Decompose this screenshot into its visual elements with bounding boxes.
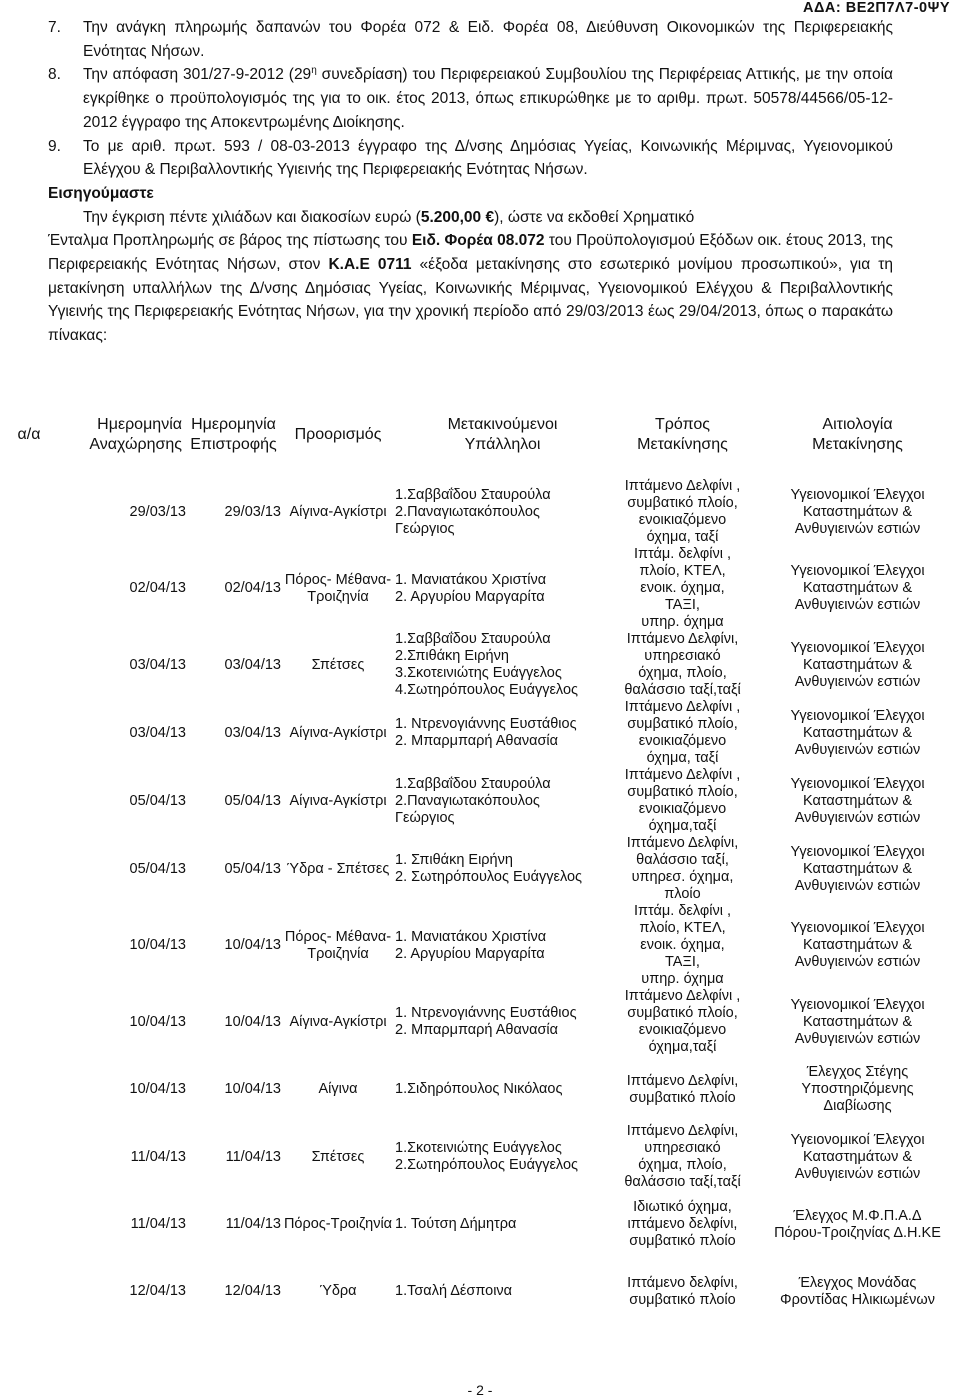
header-reason — [755, 392, 960, 478]
cell-destination-line: Σπέτσες — [311, 656, 365, 673]
cell-index — [0, 699, 58, 767]
cell-reason — [755, 699, 960, 767]
table-row — [0, 988, 960, 1056]
cell-transport-line: θαλάσσιο ταξί, — [636, 852, 729, 868]
item-text: Την ανάγκη πληρωμής δαπανών του Φορέα 072 & Ειδ. Φορέα 08, Διεύθυνση Οικονομικών της Περιφερειακής Ενότητας Νήσων. — [83, 19, 893, 60]
cell-transport-line: υπηρεσιακό — [644, 648, 721, 664]
cell-reason — [755, 1123, 960, 1191]
cell-employees — [395, 699, 610, 767]
cell-destination — [281, 546, 395, 631]
cell-reason-line: Ανθυγιεινών εστιών — [794, 520, 921, 537]
item-text: Το με αριθ. πρωτ. 593 / 08-03-2013 έγγραφο της Δ/νσης Δημόσιας Υγείας, Κοινωνικής Μέριμνας, Υγειονομικού Ελέγχου & Περιβαλλοντικής Υγιεινής της Περιφερειακής Ενότητας Νήσων. — [83, 137, 893, 179]
cell-employees — [395, 1056, 610, 1123]
cell-reason-line: Υγειονομικοί Έλεγχοι — [790, 920, 925, 936]
item-9 — [48, 135, 893, 182]
cell-departure-date: 11/04/13 — [130, 1148, 186, 1165]
cell-employees — [395, 988, 610, 1056]
cell-transport-line: θαλάσσιο ταξί,ταξί — [624, 1174, 741, 1190]
cell-employees-line: 2. Αργυρίου Μαργαρίτα — [395, 588, 545, 605]
cell-reason-line: Ανθυγιεινών εστιών — [794, 1030, 921, 1047]
cell-reason — [755, 631, 960, 699]
cell-transport — [610, 767, 755, 835]
table-row — [0, 1123, 960, 1191]
cell-reason-line: Καταστημάτων & — [802, 580, 913, 596]
header-text: Μετακίνησης — [637, 436, 728, 453]
cell-transport — [610, 631, 755, 699]
budget-code: Ειδ. Φορέα 08.072 — [411, 232, 545, 250]
cell-destination — [281, 903, 395, 988]
cell-reason-line: Υγειονομικοί Έλεγχοι — [790, 996, 925, 1013]
cell-departure-date: 03/04/13 — [129, 724, 186, 741]
cell-index — [0, 1258, 58, 1325]
cell-reason-line: Έλεγχος Στέγης — [806, 1064, 909, 1080]
item-text: Την απόφαση 301/27-9-2012 (29 — [83, 66, 312, 84]
cell-employees-line: 1.Τσαλή Δέσποινα — [395, 1283, 513, 1299]
cell-destination — [281, 631, 395, 699]
cell-transport-line: συμβατικό πλοίο — [629, 1291, 736, 1308]
cell-transport-line: Ιπτάμενο Δελφίνι , — [624, 478, 741, 494]
cell-reason — [755, 767, 960, 835]
cell-employees-line: 2.Σπιθάκη Ειρήνη — [395, 648, 509, 664]
cell-transport-line: ενοικιαζόμενο — [638, 733, 727, 749]
cell-transport-line: θαλάσσιο ταξί,ταξί — [624, 682, 741, 698]
cell-transport — [610, 903, 755, 988]
cell-reason-line: Καταστημάτων & — [802, 1013, 913, 1030]
item-number: 7. — [48, 19, 61, 36]
item-number: 9. — [48, 137, 61, 155]
header-text: Επιστροφής — [190, 436, 277, 453]
cell-return-date: 05/04/13 — [224, 792, 281, 809]
cell-destination-line: Τροιζηνία — [307, 945, 369, 962]
cell-reason-line: Ανθυγιεινών εστιών — [794, 741, 921, 758]
cell-employees — [395, 1191, 610, 1258]
cell-employees — [395, 767, 610, 835]
cell-transport-line: Ιπτάμ. δελφίνι , — [633, 903, 732, 919]
header-text: Μετακινούμενοι — [447, 416, 558, 433]
cell-destination — [281, 988, 395, 1056]
cell-destination-line: Αίγινα-Αγκίστρι — [289, 724, 387, 741]
cell-reason-line: Ανθυγιεινών εστιών — [794, 954, 921, 970]
header-return — [186, 392, 281, 478]
cell-transport-line: ενοικιαζόμενο — [638, 512, 727, 528]
cell-transport — [610, 1258, 755, 1325]
cell-employees-line: 2. Μπαρμπαρή Αθανασία — [395, 733, 559, 749]
cell-transport-line: όχημα,ταξί — [648, 1039, 717, 1055]
cell-destination — [281, 1123, 395, 1191]
cell-employees — [395, 478, 610, 546]
cell-reason-line: Καταστημάτων & — [802, 1148, 913, 1165]
cell-employees-line: Γεώργιος — [395, 809, 455, 826]
cell-reason — [755, 478, 960, 546]
cell-employees-line: 1.Σαββαΐδου Σταυρούλα — [395, 486, 551, 503]
cell-destination — [281, 1258, 395, 1325]
cell-employees-line: 2. Σωτηρόπουλος Ευάγγελος — [395, 869, 583, 885]
cell-departure-date: 10/04/13 — [129, 1013, 186, 1030]
cell-employees-line: 1. Μανιατάκου Χριστίνα — [395, 571, 547, 588]
cell-destination-line: Ύδρα — [319, 1283, 357, 1299]
cell-destination — [281, 478, 395, 546]
proposal-heading: Εισηγούμαστε — [48, 184, 154, 202]
cell-transport-line: όχημα,ταξί — [648, 818, 717, 834]
proposal-line — [48, 206, 893, 230]
cell-reason-line: Έλεγχος Μονάδας — [798, 1274, 917, 1291]
cell-reason-line: Καταστημάτων & — [802, 792, 913, 809]
cell-index — [0, 546, 58, 631]
cell-employees — [395, 903, 610, 988]
cell-transport-line: ενοικιαζόμενο — [638, 1022, 727, 1038]
cell-reason-line: Υγειονομικοί Έλεγχοι — [790, 843, 925, 860]
cell-index — [0, 767, 58, 835]
cell-index — [0, 835, 58, 903]
cell-employees-line: 2.Παναγιωτακόπουλος — [395, 792, 540, 809]
cell-departure-date: 03/04/13 — [129, 656, 186, 673]
cell-reason-line: Ανθυγιεινών εστιών — [794, 1165, 921, 1182]
cell-return-date: 11/04/13 — [225, 1148, 281, 1165]
cell-destination-line: Σπέτσες — [311, 1148, 365, 1165]
superscript: η — [311, 65, 317, 77]
proposal-text: Την έγκριση πέντε χιλιάδων και διακοσίων ευρώ ( — [83, 208, 421, 226]
cell-employees — [395, 631, 610, 699]
cell-transport-line: ενοικ. όχημα, — [640, 937, 725, 953]
cell-employees-line: 1. Ντρενογιάννης Ευστάθιος — [395, 716, 577, 732]
cell-index — [0, 1123, 58, 1191]
cell-employees — [395, 835, 610, 903]
header-departure — [58, 392, 186, 478]
cell-employees-line: 4.Σωτηρόπουλος Ευάγγελος — [395, 682, 579, 698]
cell-transport — [610, 699, 755, 767]
cell-transport-line: συμβατικό πλοίο, — [627, 495, 738, 511]
table-row — [0, 767, 960, 835]
cell-employees-line: 2.Σωτηρόπουλος Ευάγγελος — [395, 1157, 579, 1173]
cell-employees-line: 1. Σπιθάκη Ειρήνη — [395, 852, 513, 868]
cell-return-date: 05/04/13 — [224, 860, 281, 877]
header-text: Αναχώρησης — [89, 436, 182, 453]
proposal-text: «έξοδα μετακίνησης στο εσωτερικό μονίμου προσωπικού», για τη μετακίνηση υπαλλήλων της Δ/νσης Δημόσιας Υγείας, Κοινωνικής Μέριμνας, Υγειονομικού Ελέγχου & Περιβαλλοντικής Υγιεινής της Περιφερειακής Ενότητας Νήσων, για την χρονική περίοδο από 29/03/2013 έως 29/04/2013, όπως ο παρακάτω πίνακας: — [48, 256, 894, 345]
cell-transport — [610, 1123, 755, 1191]
cell-reason-line: Έλεγχος Μ.Φ.Π.Α.Δ — [793, 1207, 922, 1224]
cell-reason-line: Υγειονομικοί Έλεγχοι — [790, 775, 925, 792]
cell-destination-line: Πόρος-Τροιζηνία — [283, 1216, 393, 1232]
cell-index — [0, 1191, 58, 1258]
cell-departure-date: 11/04/13 — [130, 1216, 186, 1232]
cell-transport-line: συμβατικό πλοίο — [629, 1089, 736, 1106]
cell-transport-line: Ιδιωτικό όχημα, — [633, 1199, 732, 1215]
cell-employees-line: 2. Αργυρίου Μαργαρίτα — [395, 945, 545, 962]
item-8 — [48, 63, 893, 134]
cell-transport-line: υπηρ. όχημα — [641, 971, 724, 987]
header-text: Αιτιολογία — [822, 416, 893, 433]
cell-destination-line: Ύδρα - Σπέτσες — [286, 860, 390, 877]
cell-transport-line: Ιπτάμ. δελφίνι , — [633, 546, 732, 562]
cell-transport-line: ιπτάμενο δελφίνι, — [627, 1216, 738, 1232]
cell-transport-line: όχημα, πλοίο, — [638, 665, 727, 681]
cell-destination — [281, 1191, 395, 1258]
cell-transport-line: Ιπτάμενο Δελφίνι , — [624, 988, 741, 1004]
cell-transport-line: συμβατικό πλοίο, — [627, 716, 738, 732]
cell-departure-date: 12/04/13 — [129, 1283, 186, 1299]
cell-employees — [395, 546, 610, 631]
cell-reason — [755, 546, 960, 631]
cell-index — [0, 1056, 58, 1123]
cell-transport-line: υπηρεσ. όχημα, — [631, 869, 734, 885]
cell-reason — [755, 1258, 960, 1325]
cell-transport-line: Ιπτάμενο Δελφίνι , — [624, 767, 741, 783]
cell-departure-date: 05/04/13 — [129, 792, 186, 809]
cell-transport-line: ενοικ. όχημα, — [640, 580, 725, 596]
cell-employees-line: 1.Σκοτεινιώτης Ευάγγελος — [395, 1140, 562, 1156]
cell-return-date: 02/04/13 — [224, 580, 281, 596]
document-body — [48, 16, 893, 348]
cell-employees-line: 1. Ντρενογιάννης Ευστάθιος — [395, 1005, 577, 1021]
cell-reason-line: Καταστημάτων & — [802, 860, 913, 877]
cell-reason — [755, 1056, 960, 1123]
cell-employees-line: Γεώργιος — [395, 520, 455, 537]
page-number: - 2 - — [467, 1382, 493, 1398]
cell-transport-line: ΤΑΞΙ, — [665, 954, 700, 970]
cell-employees-line: 1. Μανιατάκου Χριστίνα — [395, 928, 547, 945]
proposal-text: Ένταλμα Προπληρωμής σε βάρος της πίστωσης του — [48, 232, 412, 250]
cell-transport-line: υπηρεσιακό — [644, 1140, 721, 1156]
header-text: Μετακίνησης — [812, 436, 903, 453]
cell-return-date: 11/04/13 — [225, 1216, 281, 1232]
table-row — [0, 478, 960, 546]
cell-employees-line: 1.Σιδηρόπουλος Νικόλαος — [395, 1081, 563, 1097]
cell-reason — [755, 835, 960, 903]
cell-return-date: 03/04/13 — [224, 656, 281, 673]
cell-employees-line: 1.Σαββαΐδου Σταυρούλα — [395, 631, 551, 647]
kae-code: Κ.Α.Ε 0711 — [328, 256, 412, 274]
cell-departure-date: 05/04/13 — [129, 860, 186, 877]
cell-reason — [755, 988, 960, 1056]
cell-reason — [755, 903, 960, 988]
cell-departure-date: 10/04/13 — [129, 937, 186, 953]
cell-return-date: 10/04/13 — [224, 1081, 281, 1097]
item-7 — [48, 16, 893, 63]
cell-reason-line: Υγειονομικοί Έλεγχοι — [790, 1131, 925, 1148]
cell-reason-line: Ανθυγιεινών εστιών — [794, 877, 921, 894]
cell-reason-line: Καταστημάτων & — [802, 656, 913, 673]
cell-reason-line: Διαβίωσης — [823, 1098, 892, 1114]
ada-code: ΑΔΑ: ΒΕ2Π7Λ7-0ΨΥ — [803, 0, 950, 16]
cell-reason-line: Υγειονομικοί Έλεγχοι — [790, 486, 925, 503]
cell-transport-line: Ιπτάμενο Δελφίνι, — [626, 1072, 739, 1089]
cell-reason-line: Πόρου-Τροιζηνίας Δ.Η.ΚΕ — [774, 1224, 941, 1241]
header-destination: Προορισμός — [294, 426, 382, 443]
cell-reason-line: Υγειονομικοί Έλεγχοι — [790, 707, 925, 724]
cell-employees — [395, 1123, 610, 1191]
cell-transport-line: πλοίο, ΚΤΕΛ, — [639, 563, 726, 579]
cell-destination-line: Αίγινα-Αγκίστρι — [289, 1013, 387, 1030]
cell-return-date: 03/04/13 — [224, 724, 281, 741]
cell-transport — [610, 835, 755, 903]
cell-reason-line: Ανθυγιεινών εστιών — [794, 597, 921, 613]
cell-transport-line: πλοίο, ΚΤΕΛ, — [639, 920, 726, 936]
header-text: Ημερομηνία — [191, 416, 276, 433]
proposal-text: του Προϋπολογισμού Εξόδων οικ. έτους 2013, της Περιφερειακής Ενότητας Νήσων, στον — [48, 232, 893, 274]
item-number: 8. — [48, 66, 61, 84]
cell-transport — [610, 478, 755, 546]
cell-reason-line: Καταστημάτων & — [802, 937, 913, 953]
table-row — [0, 1258, 960, 1325]
cell-destination-line: Τροιζηνία — [307, 588, 369, 605]
cell-index — [0, 903, 58, 988]
cell-transport-line: ενοικιαζόμενο — [638, 801, 727, 817]
cell-transport-line: όχημα, ταξί — [646, 750, 719, 766]
cell-transport — [610, 546, 755, 631]
table-row — [0, 699, 960, 767]
header-transport — [610, 392, 755, 478]
cell-index — [0, 631, 58, 699]
cell-departure-date: 10/04/13 — [129, 1081, 186, 1097]
cell-transport-line: Ιπτάμενο Δελφίνι, — [626, 1123, 739, 1139]
table-row — [0, 1056, 960, 1123]
cell-employees-line: 3.Σκοτεινιώτης Ευάγγελος — [395, 665, 562, 681]
cell-transport-line: υπηρ. όχημα — [641, 614, 724, 630]
proposal-paragraph — [48, 229, 893, 348]
cell-transport — [610, 988, 755, 1056]
cell-transport-line: συμβατικό πλοίο, — [627, 1005, 738, 1021]
cell-destination-line: Αίγινα — [318, 1081, 358, 1097]
cell-reason-line: Καταστημάτων & — [802, 724, 913, 741]
cell-reason-line: Καταστημάτων & — [802, 503, 913, 520]
cell-transport-line: πλοίο — [664, 886, 701, 902]
cell-destination — [281, 767, 395, 835]
cell-transport-line: ΤΑΞΙ, — [665, 597, 700, 613]
travel-table — [0, 392, 960, 1325]
cell-transport-line: Ιπτάμενο Δελφίνι, — [626, 631, 739, 647]
cell-return-date: 10/04/13 — [224, 937, 281, 953]
cell-destination-line: Πόρος- Μέθανα- — [284, 571, 392, 588]
cell-destination — [281, 835, 395, 903]
cell-transport-line: όχημα, πλοίο, — [638, 1157, 727, 1173]
table-row — [0, 1191, 960, 1258]
cell-index — [0, 478, 58, 546]
amount: 5.200,00 € — [420, 208, 495, 226]
table-row — [0, 631, 960, 699]
cell-return-date: 10/04/13 — [224, 1013, 281, 1030]
cell-index — [0, 988, 58, 1056]
cell-departure-date: 02/04/13 — [129, 580, 186, 596]
header-text: Υπάλληλοι — [464, 436, 541, 453]
table-header-row — [0, 392, 960, 478]
item-text-cont: συνεδρίαση) του Περιφερειακού Συμβουλίου της Περιφέρειας Αττικής, με την οποία εγκρίθηκε ο προϋπολογισμός της για το οικ. έτος 2013, όπως επικυρώθηκε με το αριθμ. πρωτ. 50578/44566/05-12-2012 έγγραφο της Αποκεντρωμένης Διοίκησης. — [83, 66, 893, 131]
proposal-text-cont: ), ώστε να εκδοθεί Χρηματικό — [494, 208, 695, 226]
table-row — [0, 835, 960, 903]
cell-transport-line: Ιπτάμενο δελφίνι, — [627, 1274, 738, 1291]
cell-return-date: 12/04/13 — [224, 1283, 281, 1299]
cell-transport-line: συμβατικό πλοίο — [629, 1233, 736, 1249]
cell-employees-line: 2.Παναγιωτακόπουλος — [395, 503, 540, 520]
table-row — [0, 546, 960, 631]
cell-reason-line: Ανθυγιεινών εστιών — [794, 673, 921, 690]
cell-transport-line: συμβατικό πλοίο, — [627, 784, 738, 800]
cell-departure-date: 29/03/13 — [129, 503, 186, 520]
cell-reason-line: Υγειονομικοί Έλεγχοι — [790, 563, 925, 579]
cell-transport-line: Ιπτάμενο Δελφίνι, — [626, 835, 739, 851]
cell-destination — [281, 699, 395, 767]
header-text: Τρόπος — [655, 416, 710, 433]
header-text: Ημερομηνία — [97, 416, 182, 433]
cell-employees — [395, 1258, 610, 1325]
cell-employees-line: 1.Σαββαΐδου Σταυρούλα — [395, 775, 551, 792]
cell-reason-line: Υγειονομικοί Έλεγχοι — [790, 639, 925, 656]
table-row — [0, 903, 960, 988]
cell-employees-line: 1. Τούτση Δήμητρα — [395, 1216, 517, 1232]
cell-transport-line: Ιπτάμενο Δελφίνι , — [624, 699, 741, 715]
cell-transport — [610, 1056, 755, 1123]
table-body — [0, 478, 960, 1325]
cell-employees-line: 2. Μπαρμπαρή Αθανασία — [395, 1022, 559, 1038]
cell-reason — [755, 1191, 960, 1258]
cell-reason-line: Υποστηριζόμενης — [801, 1081, 914, 1097]
cell-reason-line: Φροντίδας Ηλικιωμένων — [780, 1291, 935, 1308]
cell-reason-line: Ανθυγιεινών εστιών — [794, 809, 921, 826]
cell-destination-line: Πόρος- Μέθανα- — [284, 928, 392, 945]
cell-destination — [281, 1056, 395, 1123]
cell-destination-line: Αίγινα-Αγκίστρι — [289, 503, 387, 520]
cell-destination-line: Αίγινα-Αγκίστρι — [289, 792, 387, 809]
cell-return-date: 29/03/13 — [224, 503, 281, 520]
header-index: α/α — [17, 426, 41, 443]
cell-transport — [610, 1191, 755, 1258]
header-employees — [395, 392, 610, 478]
cell-transport-line: όχημα, ταξί — [646, 529, 719, 545]
